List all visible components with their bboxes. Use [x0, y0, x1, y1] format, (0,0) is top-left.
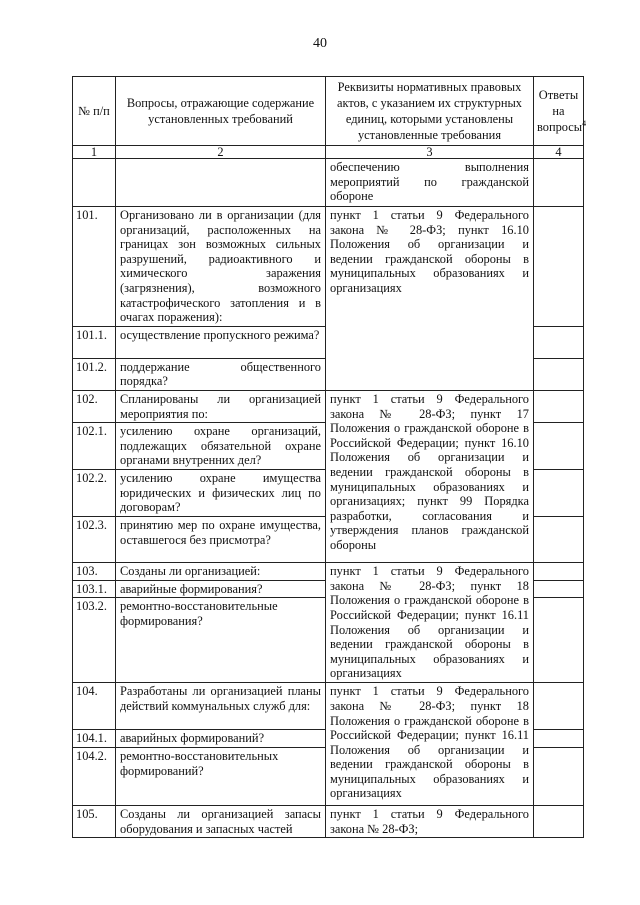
row-reference: обеспечению выполнения мероприятий по гражданской обороне: [326, 159, 534, 207]
answer-cell: [534, 517, 584, 563]
answer-cell: [534, 805, 584, 837]
table-row: [73, 683, 584, 730]
row-number: 103.1.: [73, 580, 116, 598]
row-question: принятию мер по охране имущества, оставшегося без присмотра?: [116, 517, 326, 563]
header-legal-references: Реквизиты нормативных правовых актов, с указанием их структурных единиц, которыми установлены установленные требования: [326, 77, 534, 146]
column-index: 2: [116, 146, 326, 159]
header-answers: [534, 77, 587, 146]
row-number: 103.2.: [73, 598, 116, 683]
row-number: 101.: [73, 207, 116, 327]
answer-cell: [534, 326, 584, 358]
row-number: 102.3.: [73, 517, 116, 563]
row-question: Спланированы ли организацией мероприятия по:: [116, 390, 326, 422]
column-index: 4: [534, 146, 584, 159]
row-number: 104.1.: [73, 730, 116, 748]
answer-cell: [534, 159, 584, 207]
answer-cell: [534, 730, 584, 748]
row-question: ремонтно-восстановительных формирований?: [116, 747, 326, 805]
row-question: Созданы ли организацией запасы оборудования и запасных частей: [116, 805, 326, 837]
row-reference: пункт 1 статьи 9 Федерального закона № 28-ФЗ; пункт 16.10 Положения об организации и ведении гражданской обороны в муниципальных образованиях и организациях: [326, 207, 534, 391]
column-index: 1: [73, 146, 116, 159]
row-question: Созданы ли организацией:: [116, 563, 326, 581]
row-reference: пункт 1 статьи 9 Федерального закона № 28-ФЗ; пункт 18 Положения о гражданской обороне в Российской Федерации; пункт 16.11 Положения об организации и ведении гражданской обороны в муниципальных образованиях и организациях: [326, 563, 534, 683]
row-number: 101.1.: [73, 326, 116, 358]
row-reference: пункт 1 статьи 9 Федерального закона № 28-ФЗ;: [326, 805, 534, 837]
header-answers-label: Ответы на вопросы: [537, 88, 583, 134]
table-row: [73, 159, 584, 207]
row-number: 102.2.: [73, 470, 116, 517]
row-reference: пункт 1 статьи 9 Федерального закона № 28-ФЗ; пункт 17 Положения о гражданской обороне в Российской Федерации; пункт 16.10 Положения об организации и ведении гражданской обороны в муниципальных образованиях и организациях; пункт 99 Порядка разработки, согласования и утверждения планов гражданской обороны: [326, 390, 534, 562]
row-question: усилению охране имущества юридических и физических лиц по договорам?: [116, 470, 326, 517]
row-number: [73, 159, 116, 207]
page-number: 40: [313, 36, 327, 51]
column-index: 3: [326, 146, 534, 159]
answer-cell: [534, 563, 584, 581]
row-question: Разработаны ли организацией планы действий коммунальных служб для:: [116, 683, 326, 730]
table-header-row: [73, 77, 584, 146]
answer-cell: [534, 747, 584, 805]
row-number: 103.: [73, 563, 116, 581]
row-question: осуществление пропускного режима?: [116, 326, 326, 358]
table-row: [73, 207, 584, 327]
row-number: 104.2.: [73, 747, 116, 805]
answer-cell: [534, 358, 584, 390]
row-number: 102.1.: [73, 423, 116, 470]
answer-cell: [534, 598, 584, 683]
row-number: 105.: [73, 805, 116, 837]
row-question: Организовано ли в организации (для организаций, расположенных на границах зон возможных сильных разрушений, радиоактивного и химического заражения (загрязнения), возможного катастрофического затопления и в очагах поражения):: [116, 207, 326, 327]
answer-cell: [534, 423, 584, 470]
table-row: [73, 563, 584, 581]
row-number: 104.: [73, 683, 116, 730]
row-number: 102.: [73, 390, 116, 422]
header-questions: Вопросы, отражающие содержание установленных требований: [116, 77, 326, 146]
row-question: поддержание общественного порядка?: [116, 358, 326, 390]
requirements-table: [72, 76, 587, 838]
row-question: аварийные формирования?: [116, 580, 326, 598]
column-index-row: [73, 146, 584, 159]
row-reference: пункт 1 статьи 9 Федерального закона № 28-ФЗ; пункт 18 Положения о гражданской обороне в Российской Федерации; пункт 16.11 Положения об организации и ведении гражданской обороны в муниципальных образованиях и организациях: [326, 683, 534, 806]
row-question: [116, 159, 326, 207]
answer-cell: [534, 470, 584, 517]
table-row: [73, 805, 584, 837]
row-question: усилению охране организаций, подлежащих обязательной охране органами внутренних дел?: [116, 423, 326, 470]
header-number: № п/п: [73, 77, 116, 146]
table-row: [73, 390, 584, 422]
row-question: аварийных формирований?: [116, 730, 326, 748]
answer-cell: [534, 580, 584, 598]
row-question: ремонтно-восстановительные формирования?: [116, 598, 326, 683]
answer-cell: [534, 207, 584, 327]
row-number: 101.2.: [73, 358, 116, 390]
answer-cell: [534, 683, 584, 730]
answer-cell: [534, 390, 584, 422]
footnote-marker: 4: [582, 118, 587, 128]
